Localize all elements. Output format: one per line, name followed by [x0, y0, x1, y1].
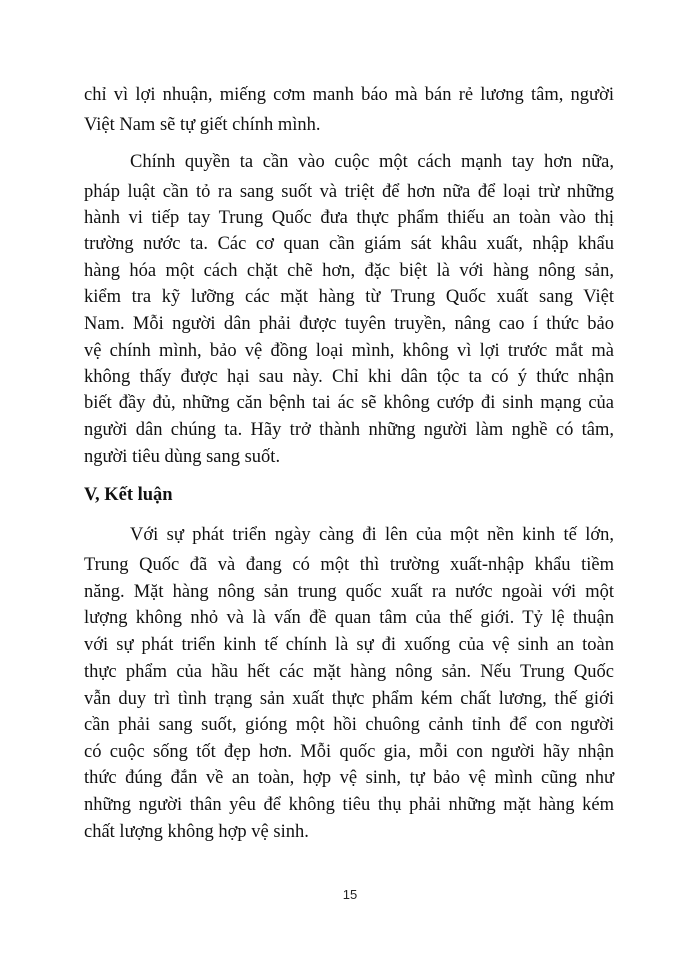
paragraph-3-line: cần phải sang suốt, gióng một hồi chuông cảnh tỉnh để con người — [84, 715, 614, 735]
paragraph-1-line: Việt Nam sẽ tự giết chính mình. — [84, 115, 321, 135]
paragraph-2-line: không thấy được hại sau này. Chỉ khi dân tộc ta có ý thức nhận — [84, 367, 614, 387]
paragraph-2-line: vệ chính mình, bảo vệ đồng loại mình, không vì lợi trước mắt mà — [84, 341, 614, 361]
paragraph-2-line: pháp luật cần tỏ ra sang suốt và triệt để hơn nữa để loại trừ những — [84, 182, 614, 202]
section-heading: V, Kết luận — [84, 485, 173, 505]
paragraph-2-line: Chính quyền ta cần vào cuộc một cách mạnh tay hơn nữa, — [130, 152, 614, 172]
paragraph-3-line: năng. Mặt hàng nông sản trung quốc xuất ra nước ngoài với một — [84, 582, 614, 602]
paragraph-2-line: trường nước ta. Các cơ quan cần giám sát khâu xuất, nhập khẩu — [84, 234, 614, 254]
paragraph-3-line: vẫn duy trì tình trạng sản xuất thực phẩm kém chất lương, thế giới — [84, 689, 614, 709]
paragraph-3-line: Với sự phát triển ngày càng đi lên của một nền kinh tế lớn, — [130, 525, 614, 545]
page-number: 15 — [342, 887, 358, 902]
paragraph-2-line: hàng hóa một cách chặt chẽ hơn, đặc biệt là với hàng nông sản, — [84, 261, 614, 281]
paragraph-3-line: có cuộc sống tốt đẹp hơn. Mỗi quốc gia, mỗi con người hãy nhận — [84, 742, 614, 762]
paragraph-2-line: người dân chúng ta. Hãy trở thành những người làm nghề có tâm, — [84, 420, 614, 440]
paragraph-3-line: với sự phát triển kinh tế chính là sự đi xuống của vệ sinh an toàn — [84, 635, 614, 655]
paragraph-3-line: thức đúng đắn về an toàn, hợp vệ sinh, tự bảo vệ mình cũng như — [84, 768, 614, 788]
paragraph-2-line: Nam. Mỗi người dân phải được tuyên truyền, nâng cao í thức bảo — [84, 314, 614, 334]
paragraph-2-line: biết đầy đủ, những căn bệnh tai ác sẽ không cướp đi sinh mạng của — [84, 393, 614, 413]
paragraph-1-line: chỉ vì lợi nhuận, miếng cơm manh báo mà bán rẻ lương tâm, người — [84, 85, 614, 105]
paragraph-3-line: thực phẩm của hầu hết các mặt hàng nông sản. Nếu Trung Quốc — [84, 662, 614, 682]
paragraph-3-line: Trung Quốc đã và đang có một thì trường xuất-nhập khẩu tiềm — [84, 555, 614, 575]
paragraph-2-line: hành vi tiếp tay Trung Quốc đưa thực phẩm thiếu an toàn vào thị — [84, 208, 614, 228]
paragraph-2-line: người tiêu dùng sang suốt. — [84, 447, 281, 467]
paragraph-2-line: kiểm tra kỹ lưỡng các mặt hàng từ Trung Quốc xuất sang Việt — [84, 287, 614, 307]
paragraph-3-line: những người thân yêu để không tiêu thụ phải những mặt hàng kém — [84, 795, 614, 815]
paragraph-3-line: chất lượng không hợp vệ sinh. — [84, 822, 309, 842]
paragraph-3-line: lượng không nhỏ và là vấn đề quan tâm của thế giới. Tỷ lệ thuận — [84, 608, 614, 628]
